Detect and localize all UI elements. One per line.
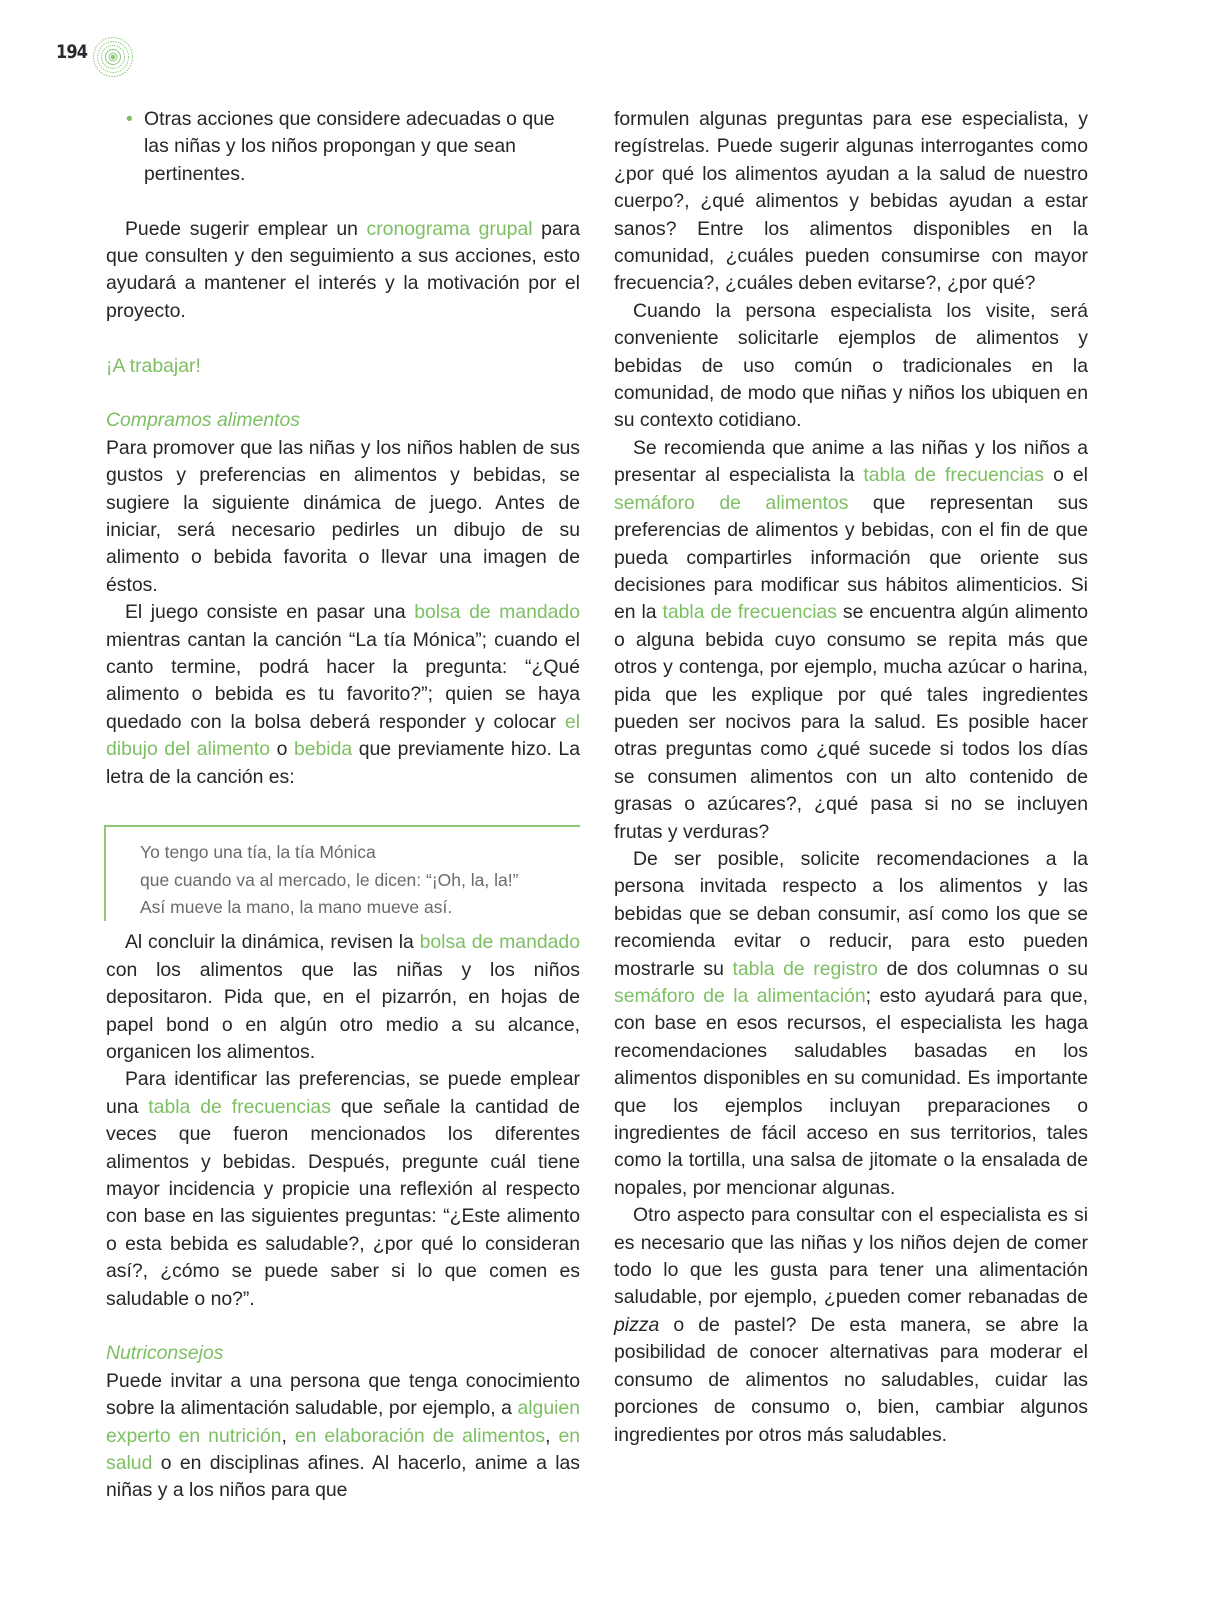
bullet-text: Otras acciones que considere adecuadas o que las niñas y los niños propongan y que sean pertinentes. xyxy=(144,108,555,185)
section-heading: ¡A trabajar! xyxy=(106,354,201,377)
song-line: Así mueve la mano, la mano mueve así. xyxy=(140,896,453,917)
highlight-term: en salud xyxy=(106,1424,581,1475)
highlight-term: semáforo de la alimentación xyxy=(614,985,866,1007)
highlight-term: bolsa de mandado xyxy=(414,601,580,624)
paragraph-presentar: Se recomienda que anime a las niñas y los niños a presentar al especialista la tabla de frecuencias o el semáforo de alimentos que representan sus preferencias de alimentos y bebidas, con el fin de que pueda compartirles información que oriente sus decisiones para modificar sus hábitos alimenticios. Si en la tabla de frecuencias se encuentra algún alimento o alguna bebida cuyo consumo se repita más que otros y contenga, por ejemplo, mucha azúcar o harina, pida que les explique por qué tales ingredientes pueden ser nocivos para la salud. Es posible hacer otras preguntas como ¿qué sucede si todos los días se consumen alimentos con un alto contenido de grasas o azúcares?, ¿qué pasa si no se incluyen frutas y verduras? xyxy=(614,436,1088,843)
sun-emblem-icon xyxy=(92,36,134,78)
paragraph-cronograma: Puede sugerir emplear un cronograma grupal para que consulten y den seguimiento a sus acciones, esto ayudará a mantener el interés y la motivación por el proyecto. xyxy=(106,217,580,322)
paragraph-recomendaciones: De ser posible, solicite recomendaciones a la persona invitada respecto a los alimentos y las bebidas que se deban consumir, así como los que se recomienda evitar o reducir, para esto pueden mostrarle su tabla de registro de dos columnas o su semáforo de la alimentación; esto ayudará para que, con base en esos recursos, el especialista les haga recomendaciones saludables basadas en los alimentos disponibles en su comunidad. Es importante que los ejemplos incluyan preparaciones o ingredientes de fácil acceso en sus territorios, tales como la tortilla, una salsa de jitomate o la ensalada de nopales, por mencionar algunas. xyxy=(614,847,1089,1199)
song-line: que cuando va al mercado, le dicen: “¡Oh, la, la!” xyxy=(140,869,519,890)
paragraph-otro-aspecto: Otro aspecto para consultar con el especialista es si es necesario que las niñas y los niños dejen de comer todo lo que les gusta para tener una alimentación saludable, por ejemplo, ¿pueden comer rebanadas de pizza o de pastel? De esta manera, se abre la posibilidad de conocer alternativas para moderar el consumo de alimentos no saludables, cuidar las porciones de consumo o, bien, cambiar algunos ingredientes por otros más saludables. xyxy=(614,1204,1088,1446)
bullet-dot-icon: • xyxy=(126,108,133,130)
highlight-term: alguien experto en nutrición xyxy=(106,1397,580,1447)
paragraph-visita: Cuando la persona especialista los visite, será conveniente solicitarle ejemplos de alimentos y bebidas de uso común o tradicionales en la comunidad, de modo que niñas y niños los ubiquen en su contexto cotidiano. xyxy=(614,299,1088,432)
left-column xyxy=(106,106,580,1505)
highlight-term: bolsa de mandado xyxy=(419,931,580,954)
paragraph-preferencias: Para identificar las preferencias, se puede emplear una tabla de frecuencias que señale la cantidad de veces que fueron mencionados los diferentes alimentos y bebidas. Después, pregunte cuál tiene mayor incidencia y propicie una reflexión al respecto con base en las siguientes preguntas: “¿Este alimento o esta bebida es saludable?, ¿por qué lo consideran así?, ¿cómo se puede saber si lo que comen es saludable o no?”. xyxy=(106,1068,580,1310)
highlight-term: semáforo de alimentos xyxy=(614,491,849,514)
right-column xyxy=(614,106,1088,1449)
highlight-term: el dibujo del alimento xyxy=(106,710,580,761)
highlight-term: cronograma grupal xyxy=(366,217,533,240)
paragraph-dinamica: Para promover que las niñas y los niños hablen de sus gustos y preferencias en alimentos y bebidas, se sugiere la siguiente dinámica de juego. Antes de iniciar, será necesario pedirles un dibujo de su alimento o bebida favorita o llevar una imagen de éstos. xyxy=(106,436,580,596)
bullet-item xyxy=(106,106,580,188)
subheading-nutriconsejos: Nutriconsejos xyxy=(106,1342,224,1365)
highlight-term: tabla de frecuencias xyxy=(863,464,1045,487)
highlight-term: bebida xyxy=(293,738,353,761)
highlight-term: tabla de registro xyxy=(732,957,878,980)
subheading-compramos: Compramos alimentos xyxy=(106,409,300,432)
highlight-term: tabla de frecuencias xyxy=(148,1095,331,1118)
song-line: Yo tengo una tía, la tía Mónica xyxy=(140,842,376,863)
highlight-term: en elaboración de alimentos xyxy=(294,1424,546,1447)
paragraph-concluir: Al concluir la dinámica, revisen la bolsa de mandado con los alimentos que las niñas y los niños depositaron. Pida que, en el pizarrón, en hojas de papel bond o en algún otro medio a su alcance, organicen los alimentos. xyxy=(106,931,580,1063)
paragraph-preguntas: formulen algunas preguntas para ese especialista, y regístrelas. Puede sugerir algunas interrogantes como ¿por qué los alimentos ayudan a la salud de nuestro cuerpo?, ¿qué alimentos y bebidas ayudan a estar sanos? Entre los alimentos disponibles en la comunidad, ¿cuáles pueden consumirse con mayor frecuencia?, ¿cuáles deben evitarse?, ¿por qué? xyxy=(614,108,1088,295)
paragraph-juego: El juego consiste en pasar una bolsa de mandado mientras cantan la canción “La tía Mónica”; cuando el canto termine, podrá hacer la pregunta: “¿Qué alimento o bebida es tu favorito?”; quien se haya quedado con la bolsa deberá responder y colocar el dibujo del alimento o bebida que previamente hizo. La letra de la canción es: xyxy=(106,601,581,788)
paragraph-invitar: Puede invitar a una persona que tenga conocimiento sobre la alimentación saludable, por ejemplo, a alguien experto en nutrición, en elaboración de alimentos, en salud o en disciplinas afines. Al hacerlo, anime a las niñas y a los niños para que xyxy=(106,1369,581,1502)
page-number: 194 xyxy=(56,41,88,63)
italic-term: pizza xyxy=(614,1313,660,1336)
highlight-term: tabla de frecuencias xyxy=(662,601,837,624)
song-lyrics-box xyxy=(104,825,580,921)
